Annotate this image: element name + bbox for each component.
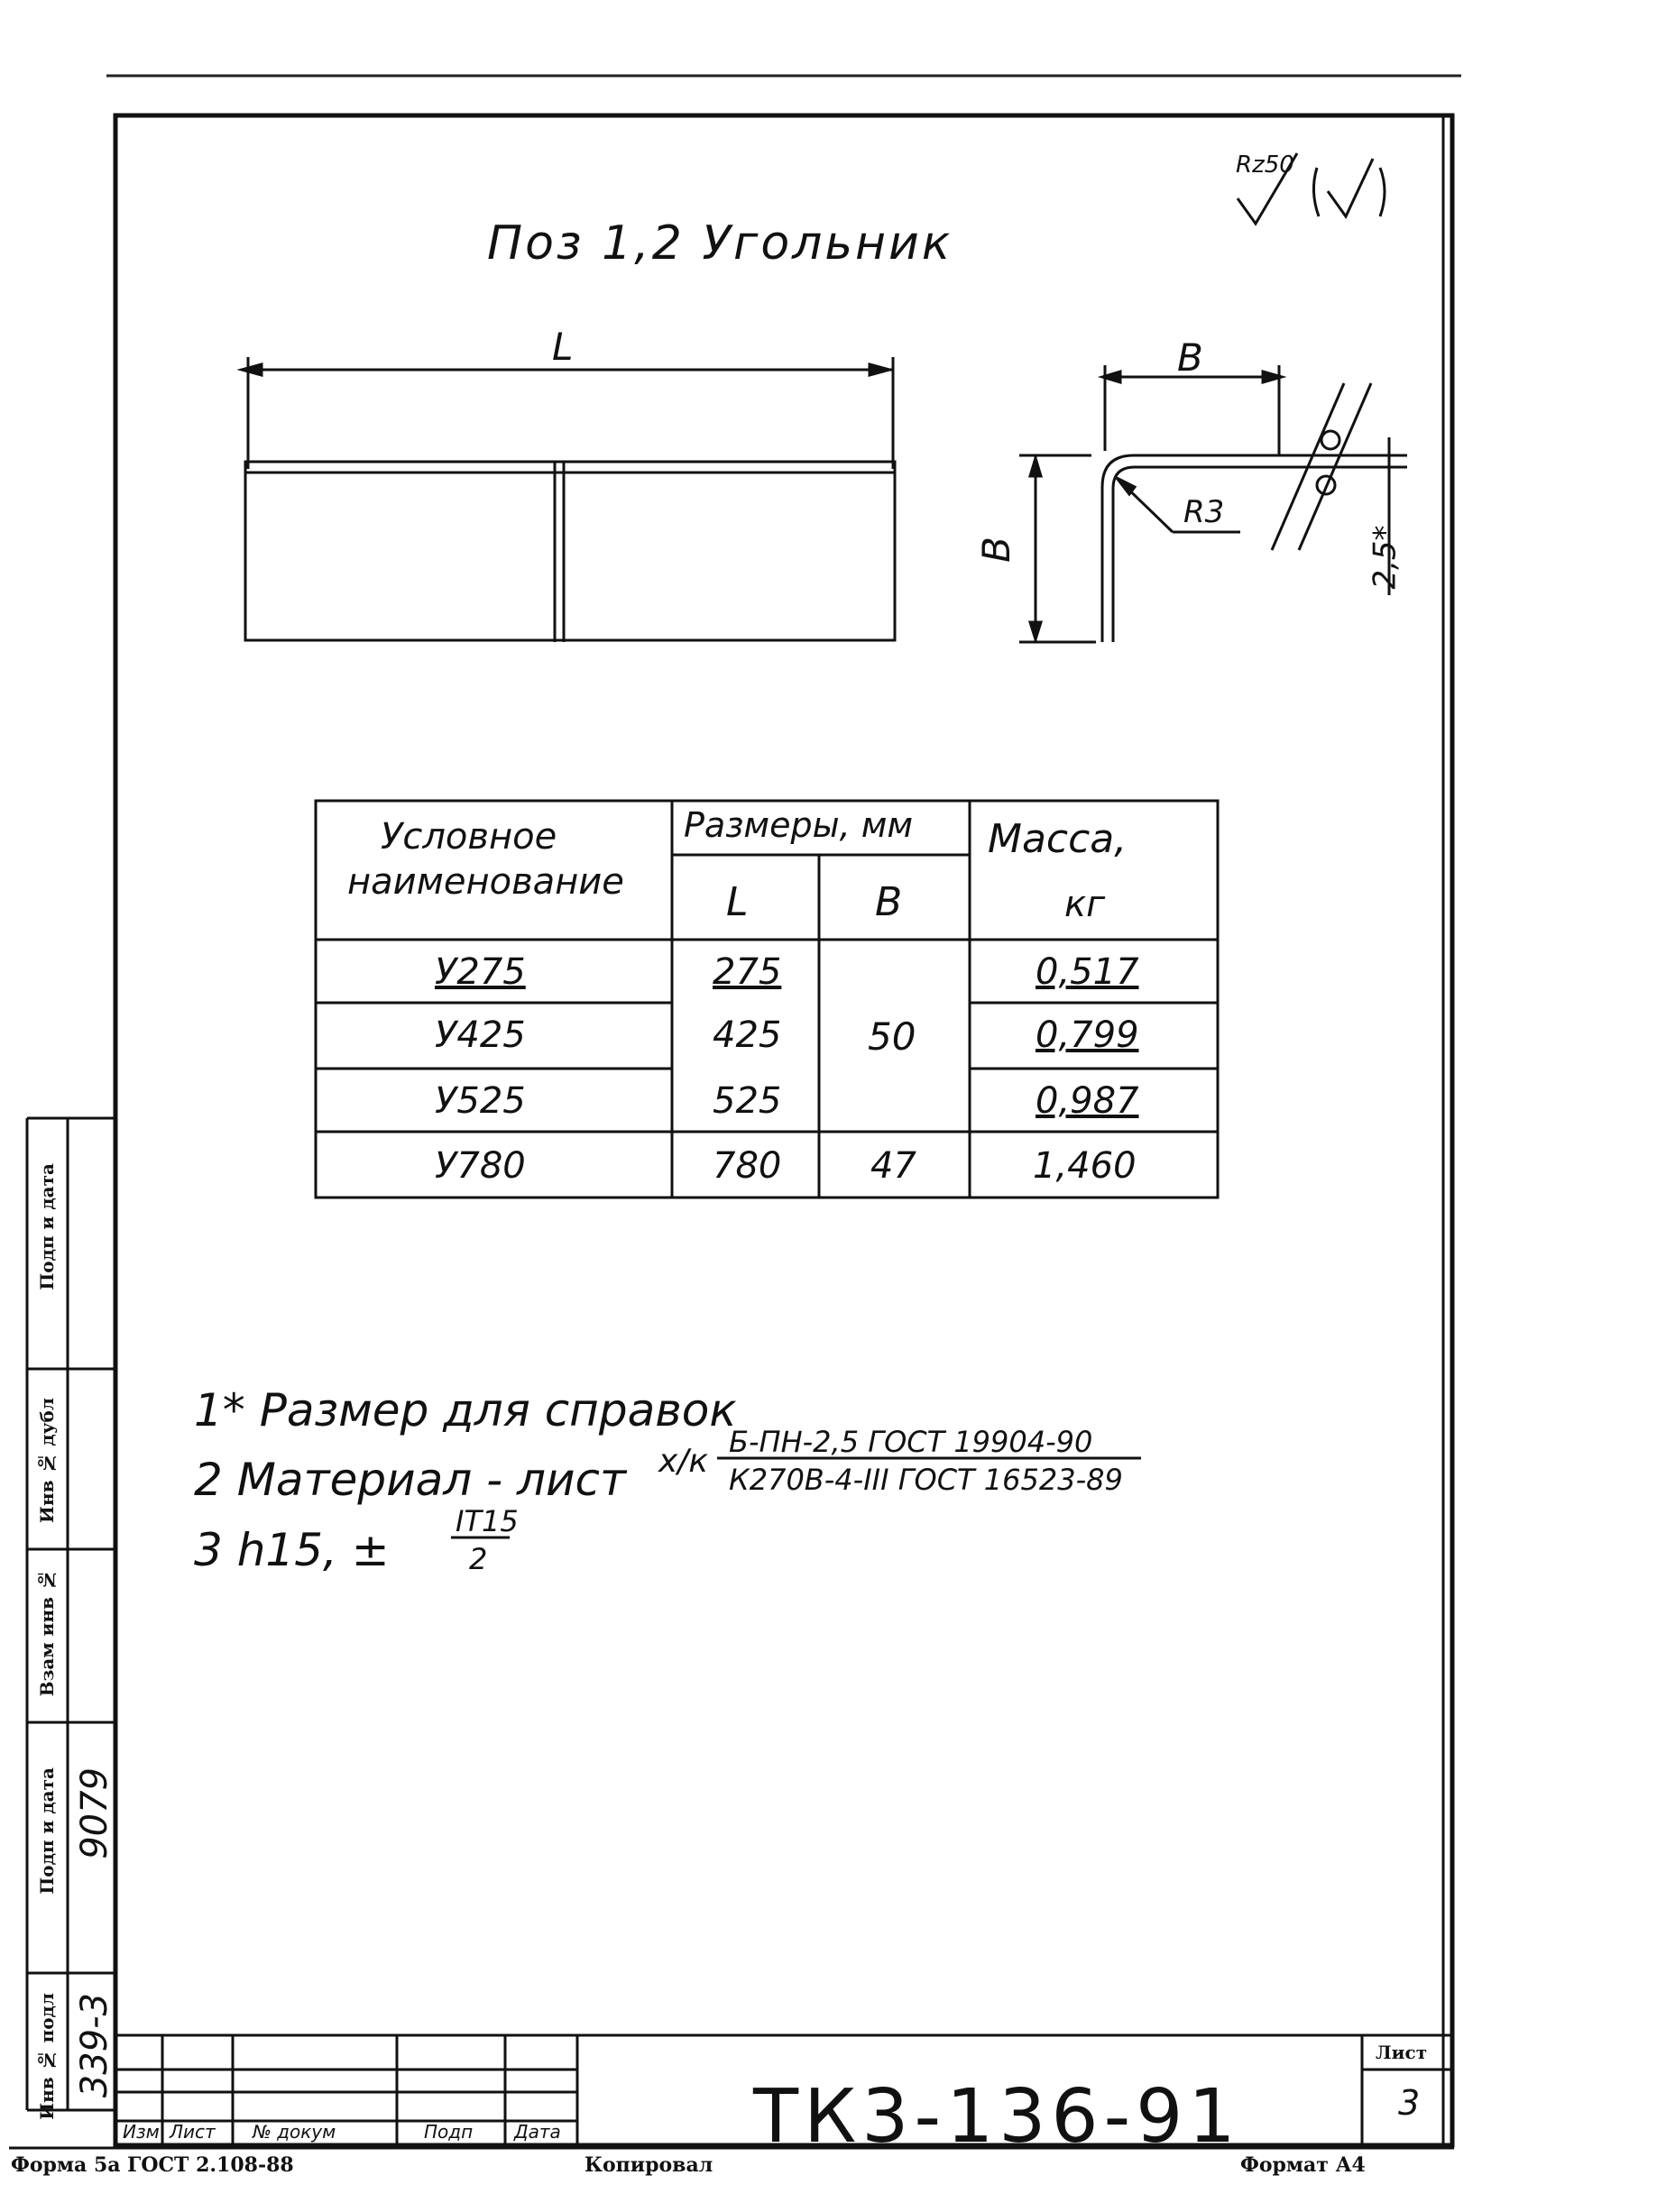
note-3-numerator: IT15: [456, 1504, 519, 1538]
table-row-1-mass: 0,517: [1036, 951, 1139, 993]
table-header-L: L: [726, 879, 749, 925]
table-row-2-mass: 0,799: [1036, 1014, 1139, 1056]
drawing-title: Поз 1,2 Угольник: [487, 216, 953, 271]
table-B-last: 47: [870, 1145, 916, 1187]
table-B-merged: 50: [868, 1014, 916, 1059]
table-row-4-L: 780: [713, 1145, 782, 1187]
width-dimension-label-top: B: [1177, 335, 1203, 380]
note-2-prefix: 2 Материал - лист: [194, 1454, 627, 1506]
table-header-mass-l1: Масса,: [988, 816, 1128, 862]
table-header-mass-l2: кг: [1064, 884, 1106, 925]
title-block-podp: Подп: [424, 2121, 474, 2143]
table-row-1-name: У275: [435, 951, 526, 993]
title-block-n-dokum: № докум: [253, 2121, 336, 2143]
roughness-label: Rz50: [1236, 151, 1294, 179]
table-row-4-name: У780: [435, 1145, 526, 1187]
side-stamp-handwritten-inv: 339-3: [74, 1993, 115, 2098]
table-header-B: B: [875, 879, 903, 925]
table-row-4-mass: 1,460: [1033, 1145, 1137, 1187]
side-stamp-inv-dubl: Инв № дубл: [36, 1398, 58, 1523]
table-row-3-mass: 0,987: [1036, 1080, 1139, 1122]
footer-copied: Копировал: [585, 2153, 713, 2177]
title-block-sheet-number: 3: [1398, 2083, 1421, 2123]
side-stamp-podp-data: Подп и дата: [36, 1767, 58, 1895]
document-code: ТК3-136-91: [753, 2074, 1241, 2160]
note-2-denominator: К270В-4-III ГОСТ 16523-89: [729, 1463, 1123, 1497]
radius-label: R3: [1183, 494, 1225, 530]
table-row-3-L: 525: [713, 1080, 782, 1122]
table-header-dimensions: Размеры, мм: [684, 805, 914, 845]
table-row-3-name: У525: [435, 1080, 526, 1122]
table-row-2-name: У425: [435, 1014, 526, 1056]
thickness-label: 2,5*: [1367, 525, 1404, 590]
title-block-list: Лист: [170, 2121, 216, 2143]
side-stamp-vzam-inv: Взам инв №: [36, 1569, 58, 1697]
title-block-izm: Изм: [123, 2121, 160, 2143]
table-header-name-l2: наименование: [347, 861, 624, 903]
table-row-1-L: 275: [713, 951, 782, 993]
table-row-2-L: 425: [713, 1014, 782, 1056]
side-stamp-inv-podl: Инв № подл: [36, 1993, 58, 2120]
note-3-prefix: 3 h15, ±: [194, 1524, 390, 1576]
note-2-ratio: х/к: [658, 1443, 709, 1480]
front-view: [242, 357, 895, 642]
table-header-name-l1: Условное: [381, 816, 557, 858]
note-2-numerator: Б-ПН-2,5 ГОСТ 19904-90: [729, 1425, 1093, 1459]
footer-format: Формат А4: [1240, 2153, 1366, 2177]
width-dimension-label-side: B: [973, 537, 1018, 563]
side-stamp-handwritten-number: 9079: [74, 1767, 115, 1859]
length-dimension-label: L: [552, 325, 574, 369]
title-block-sheet-label: Лист: [1376, 2042, 1428, 2063]
footer-form: Форма 5а ГОСТ 2.108-88: [11, 2153, 294, 2177]
title-block-data: Дата: [514, 2121, 561, 2143]
note-1: 1* Размер для справок: [194, 1384, 737, 1436]
side-stamp-podp-data-top: Подп и дата: [36, 1163, 58, 1290]
note-3-denominator: 2: [469, 1542, 488, 1576]
